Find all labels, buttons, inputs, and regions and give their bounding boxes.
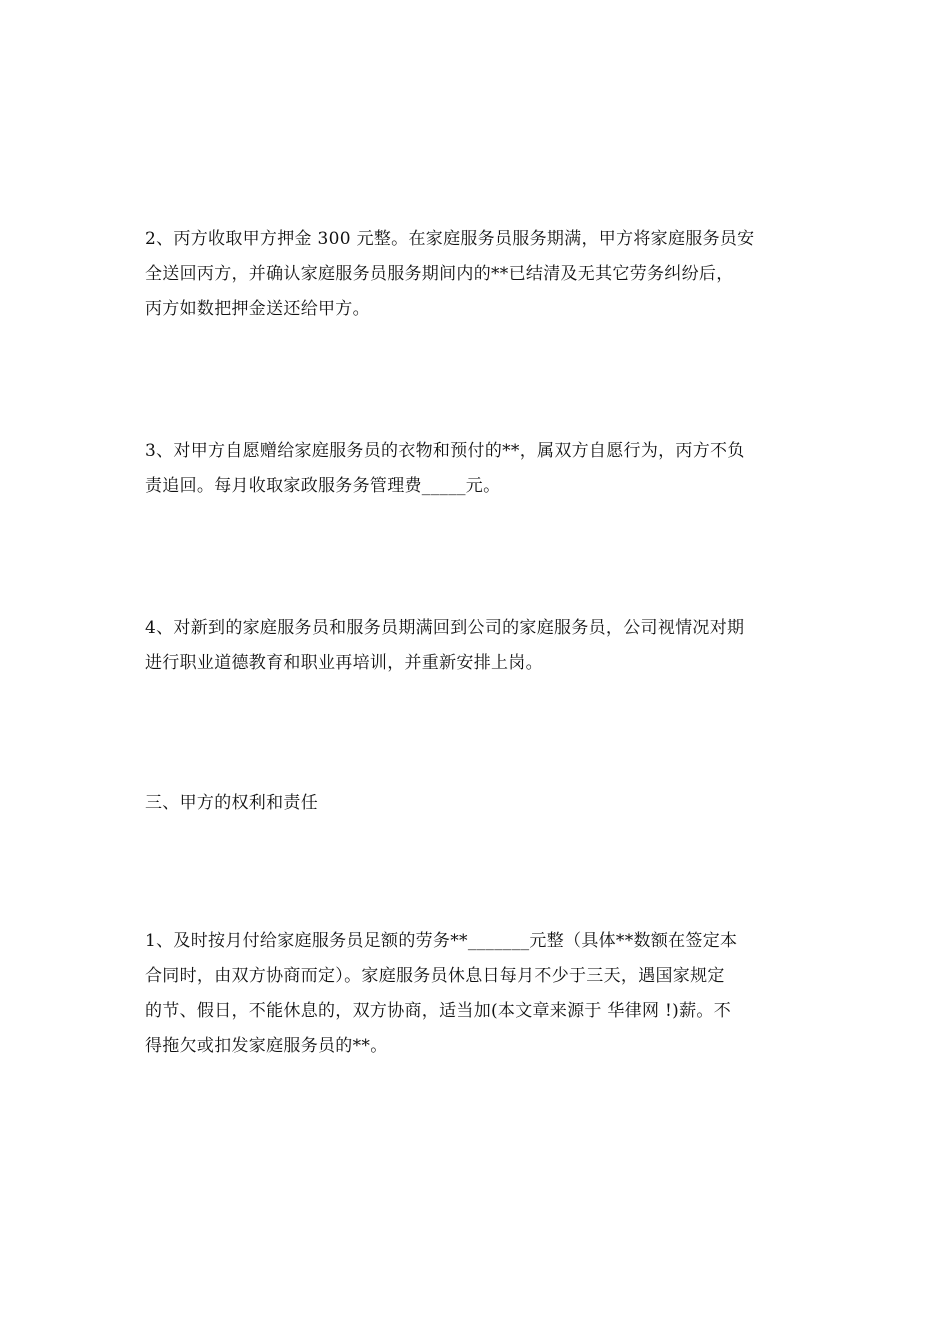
text-line: 得拖欠或扣发家庭服务员的**。	[145, 1036, 388, 1056]
clause-1-payment	[145, 924, 810, 1064]
text-line: 全送回丙方，并确认家庭服务员服务期间内的**已结清及无其它劳务纠纷后，	[145, 264, 734, 284]
text-line: 3、对甲方自愿赠给家庭服务员的衣物和预付的**，属双方自愿行为，丙方不负	[145, 441, 745, 461]
text-line: 进行职业道德教育和职业再培训，并重新安排上岗。	[145, 653, 543, 673]
text-line: 丙方如数把押金送还给甲方。	[145, 299, 370, 319]
clause-2-deposit	[145, 222, 810, 327]
text-line: 2、丙方收取甲方押金 300 元整。在家庭服务员服务期满，甲方将家庭服务员安	[145, 229, 755, 249]
text-line: 责追回。每月收取家政服务务管理费_____元。	[145, 476, 501, 496]
clause-4-training	[145, 611, 810, 681]
text-line: 的节、假日，不能休息的，双方协商，适当加(本文章来源于 华律网 !)薪。不	[145, 1001, 732, 1021]
section-heading-party-a-rights	[145, 786, 810, 821]
section-heading: 三、甲方的权利和责任	[145, 793, 318, 813]
text-line: 4、对新到的家庭服务员和服务员期满回到公司的家庭服务员，公司视情况对期	[145, 618, 745, 638]
clause-3-gifts-and-fee	[145, 434, 810, 504]
text-line: 1、及时按月付给家庭服务员足额的劳务**_______元整（具体**数额在签定本	[145, 931, 738, 951]
text-line: 合同时，由双方协商而定）。家庭服务员休息日每月不少于三天，遇国家规定	[145, 966, 725, 986]
